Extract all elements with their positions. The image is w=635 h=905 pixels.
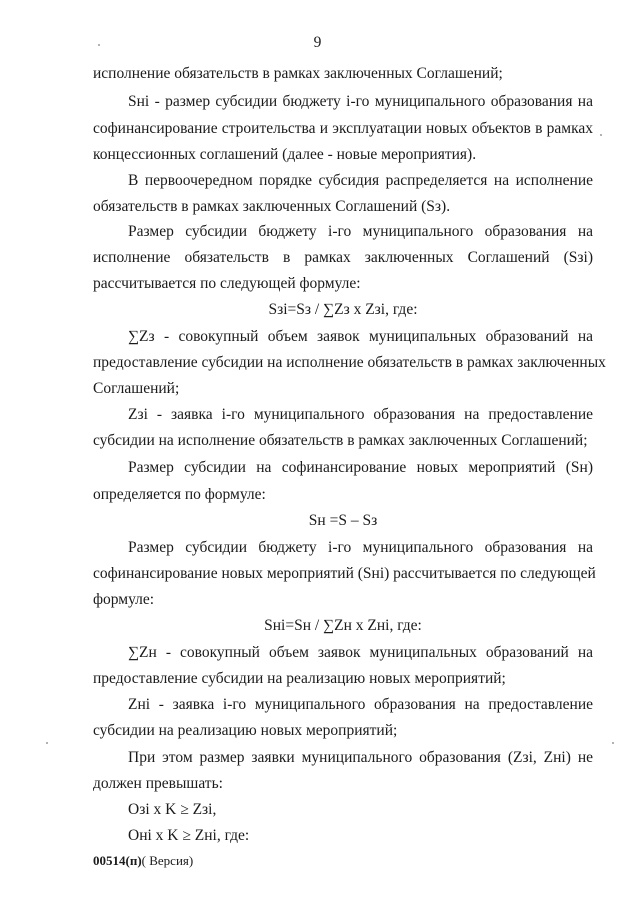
text-line: ∑Zз - совокупный объем заявок муниципальных образований на [128, 328, 593, 345]
scan-speck [600, 134, 602, 136]
formula: Sн =S – Sз [308, 512, 378, 529]
text-line: предоставление субсидии на реализацию новых мероприятий; [93, 670, 506, 687]
text-line: субсидии на исполнение обязательств в рамках заключенных Соглашений; [93, 432, 588, 449]
text-line: Zзi - заявка i-го муниципального образования на предоставление [128, 406, 593, 423]
text-line: софинансирование новых мероприятий (Sнi) рассчитывается по следующей [93, 565, 596, 582]
scan-speck [612, 742, 614, 744]
scan-speck [98, 44, 100, 46]
text-line: обязательств в рамках заключенных Соглашений (Sз). [93, 198, 451, 215]
text-line: рассчитывается по следующей формуле: [93, 275, 361, 292]
text-line: Соглашений; [93, 380, 180, 397]
scan-speck [46, 742, 48, 744]
text-line: ∑Zн - совокупный объем заявок муниципальных образований на [128, 644, 593, 661]
text-line: При этом размер заявки муниципального образования (Zзi, Zнi) не [128, 749, 593, 766]
formula: Sзi=Sз / ∑Zз x Zзi, где: [268, 301, 418, 318]
text-line: концессионных соглашений (далее - новые мероприятия). [93, 146, 477, 163]
text-line: Размер субсидии бюджету i-го муниципального образования на [128, 539, 593, 556]
text-line: исполнение обязательств в рамках заключенных Соглашений (Sзi) [93, 249, 593, 266]
text-line: Размер субсидии бюджету i-го муниципального образования на [128, 223, 593, 240]
text-line: Zнi - заявка i-го муниципального образования на предоставление [128, 696, 593, 713]
text-line: В первоочередном порядке субсидия распределяется на исполнение [128, 172, 593, 189]
formula: Озi x K ≥ Zзi, [128, 801, 217, 818]
text-line: должен превышать: [93, 775, 223, 792]
formula: Sнi=Sн / ∑Zн x Zнi, где: [264, 617, 422, 634]
document-code-footer [93, 853, 193, 869]
page-number: 9 [313, 34, 322, 51]
text-line: определяется по формуле: [93, 486, 266, 503]
document-code: 00514(п) [93, 853, 142, 868]
text-line: софинансирование строительства и эксплуатации новых объектов в рамках [93, 120, 593, 137]
text-line: субсидии на реализацию новых мероприятий; [93, 722, 398, 739]
formula: Онi x K ≥ Zнi, где: [128, 827, 250, 844]
text-line: формуле: [93, 591, 155, 608]
text-line: исполнение обязательств в рамках заключенных Соглашений; [93, 65, 503, 82]
text-line: Размер субсидии на софинансирование новых мероприятий (Sн) [128, 459, 593, 476]
text-line: предоставление субсидии на исполнение обязательств в рамках заключенных [93, 354, 606, 371]
text-line: Sнi - размер субсидии бюджету i-го муниципального образования на [128, 93, 593, 110]
document-version: ( Версия) [141, 853, 194, 868]
